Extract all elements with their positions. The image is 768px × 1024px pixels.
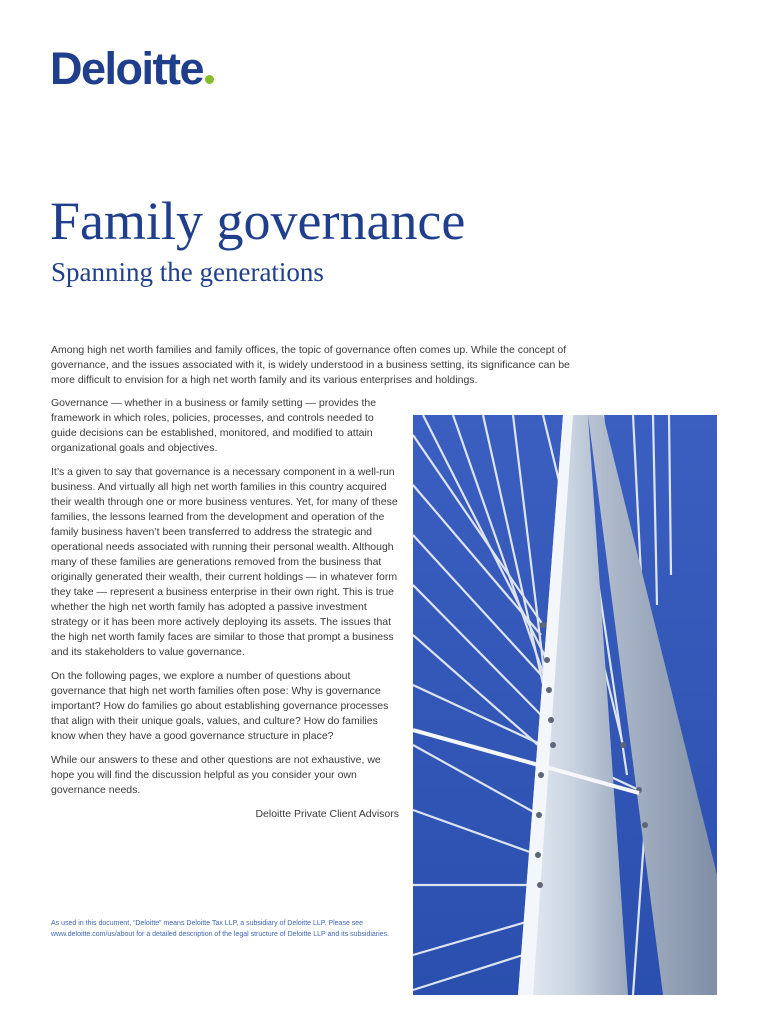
body-paragraph: While our answers to these and other questions are not exhaustive, we hope you will find the discussion helpful as you consider your own governance needs. (51, 754, 381, 796)
bridge-photo (413, 415, 717, 995)
body-paragraph: Governance — whether in a business or family setting — provides the framework in which roles, policies, processes, and controls needed to guide decisions can be established, monitored, and modified to attain organizational goals and objectives. (51, 397, 377, 454)
page-title: Family governance (50, 191, 466, 251)
deloitte-logo (50, 43, 214, 94)
body-paragraph: It’s a given to say that governance is a necessary component in a well-run business. And virtually all high net worth families in this country acquired their wealth through one or more business ventures. Yet, for many of these families, the lessons learned from the development and operation of the family business haven’t been transferred to address the strategic and operational needs associated with running their personal wealth. Although many of these families are generations removed from the business that originally generated their wealth, their current holdings — in whatever form they take — represent a business enterprise in their own right. This is true whether the high net worth family has adopted a passive investment strategy or it has been more actively deploying its assets. The issues that the high net worth family faces are similar to those that prompt a business and its stakeholders to value governance. (51, 466, 398, 658)
logo-text: Deloitte (50, 43, 204, 94)
page-subtitle: Spanning the generations (51, 257, 324, 287)
footnote: As used in this document, “Deloitte” means Deloitte Tax LLP, a subsidiary of Deloitte LLP. Please see www.deloitte.com/us/about for a detailed description of the legal structure of Deloitte LLP and its subsidiaries. (51, 920, 390, 938)
signature: Deloitte Private Client Advisors (255, 808, 399, 820)
body-paragraph: On the following pages, we explore a number of questions about governance that high net worth families often pose: Why is governance important? How do families go about establishing governance processes that align with their unique goals, values, and culture? How do families know when they have a good governance structure in place? (51, 670, 389, 742)
body-column (51, 396, 399, 831)
intro-paragraph: Among high net worth families and family offices, the topic of governance often comes up. While the concept of governance, and the issues associated with it, is widely understood in a business setting, its significance can be more difficult to envision for a high net worth family and its various enterprises and holdings. (51, 344, 570, 386)
logo-green-dot (205, 75, 214, 84)
